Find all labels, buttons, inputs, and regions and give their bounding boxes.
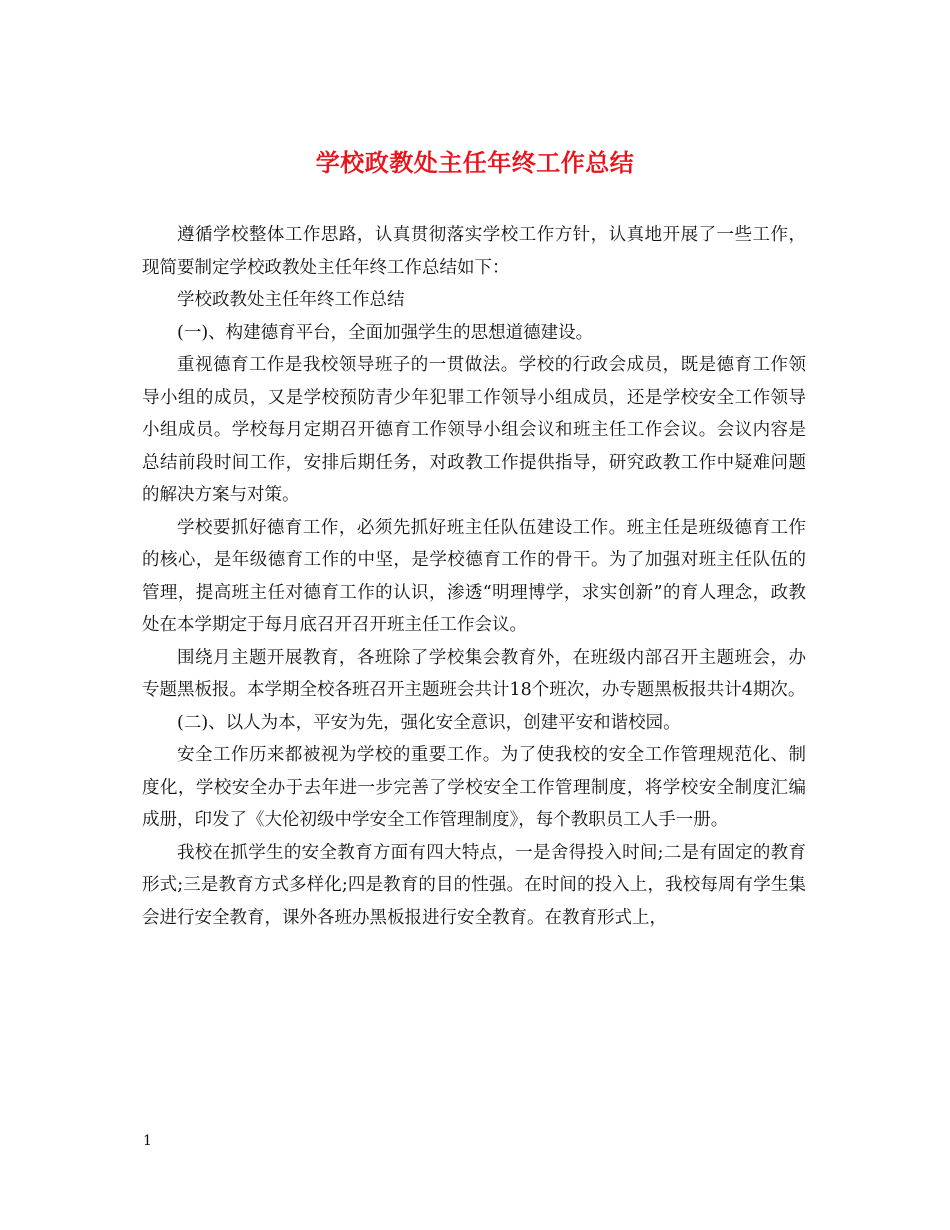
- paragraph: (二)、以人为本，平安为先，强化安全意识，创建平安和谐校园。: [177, 712, 681, 733]
- paragraph: 重视德育工作是我校领导班子的一贯做法。学校的行政会成员，既是德育工作领导小组的成员，又是学校预防青少年犯罪工作领导小组成员，还是学校安全工作领导小组成员。学校每月定期召开德育工作领导小组会议和班主任工作会议。会议内容是总结前段时间工作，安排后期任务，对政教工作提供指导，研究政教工作中疑难问题的解决方案与对策。: [142, 355, 806, 505]
- paragraph: 安全工作历来都被视为学校的重要工作。为了使我校的安全工作管理规范化、制度化，学校安全办于去年进一步完善了学校安全工作管理制度，将学校安全制度汇编成册，印发了《大伦初级中学安全工作管理制度》，每个教职员工人手一册。: [142, 745, 806, 830]
- paragraph: 学校政教处主任年终工作总结: [177, 290, 405, 310]
- paragraph: (一)、构建德育平台，全面加强学生的思想道德建设。: [177, 322, 594, 343]
- document-body: [142, 219, 806, 934]
- paragraph: 我校在抓学生的安全教育方面有四大特点，一是舍得投入时间;二是有固定的教育形式;三是教育方式多样化;四是教育的目的性强。在时间的投入上，我校每周有学生集会进行安全教育，课外各班办黑板报进行安全教育。在教育形式上，: [142, 842, 806, 928]
- page-number: 1: [143, 1133, 152, 1149]
- paragraph: 学校要抓好德育工作，必须先抓好班主任队伍建设工作。班主任是班级德育工作的核心，是年级德育工作的中坚，是学校德育工作的骨干。为了加强对班主任队伍的管理，提高班主任对德育工作的认识，渗透“明理博学，求实创新”的育人理念，政教处在本学期定于每月底召开召开班主任工作会议。: [142, 517, 806, 635]
- paragraph: 围绕月主题开展教育，各班除了学校集会教育外，在班级内部召开主题班会，办专题黑板报。本学期全校各班召开主题班会共计18个班次，办专题黑板报共计4期次。: [142, 647, 806, 700]
- paragraph: 遵循学校整体工作思路，认真贯彻落实学校工作方针，认真地开展了一些工作，现简要制定学校政教处主任年终工作总结如下：: [142, 225, 806, 278]
- document-title: 学校政教处主任年终工作总结: [315, 148, 635, 177]
